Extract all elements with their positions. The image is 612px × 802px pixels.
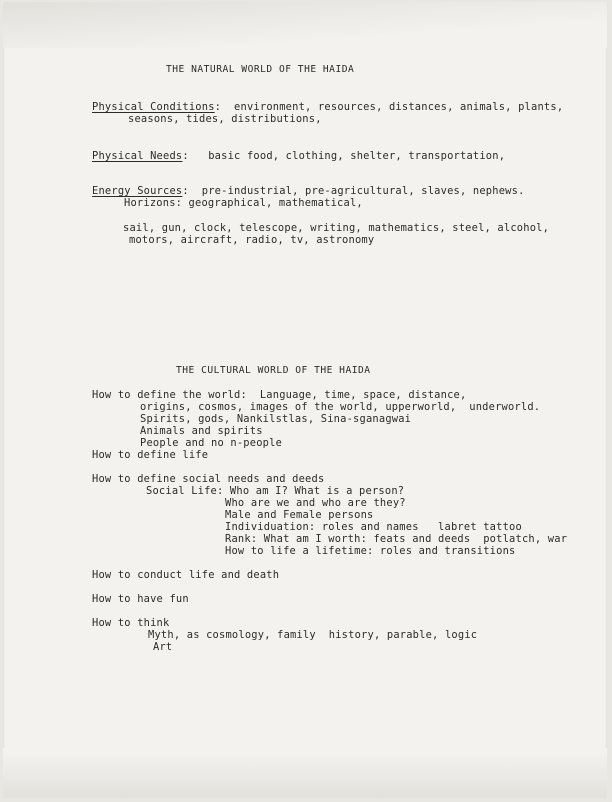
- paper-fold-top: [3, 2, 607, 48]
- paper-fold-bottom: [3, 748, 607, 798]
- myth-line: Myth, as cosmology, family history, parable, logic: [148, 629, 478, 641]
- define-world-line1: How to define the world: Language, time, space, distance,: [92, 389, 467, 401]
- physical-conditions-line: [92, 101, 563, 113]
- physical-needs-line: [92, 150, 505, 162]
- physical-conditions-label: Physical Conditions: [92, 101, 215, 113]
- cultural-world-title: THE CULTURAL WORLD OF THE HAIDA: [176, 365, 371, 376]
- male-female-line: Male and Female persons: [225, 509, 374, 521]
- social-needs-heading: How to define social needs and deeds: [92, 473, 325, 485]
- technologies-line1: sail, gun, clock, telescope, writing, mathematics, steel, alcohol,: [123, 222, 550, 234]
- energy-sources-text: : pre-industrial, pre-agricultural, slaves, nephews.: [182, 185, 525, 197]
- individuation-line: Individuation: roles and names labret tattoo: [225, 521, 522, 533]
- define-world-line4: Animals and spirits: [140, 425, 263, 437]
- who-are-we-line: Who are we and who are they?: [225, 497, 406, 509]
- typed-page: [3, 2, 607, 798]
- physical-conditions-text: : environment, resources, distances, animals, plants,: [214, 101, 564, 113]
- think-heading: How to think: [92, 617, 170, 629]
- lifetime-line: How to life a lifetime: roles and transitions: [225, 545, 516, 557]
- define-life-line: How to define life: [92, 449, 209, 461]
- conduct-line: How to conduct life and death: [92, 569, 280, 581]
- social-life-line: Social Life: Who am I? What is a person?: [146, 485, 405, 497]
- define-world-line2: origins, cosmos, images of the world, upperworld, underworld.: [140, 401, 541, 413]
- physical-needs-text: : basic food, clothing, shelter, transportation,: [182, 150, 506, 162]
- physical-needs-label: Physical Needs: [92, 150, 183, 162]
- horizons-line: Horizons: geographical, mathematical,: [124, 197, 363, 209]
- natural-world-title: THE NATURAL WORLD OF THE HAIDA: [166, 64, 355, 75]
- rank-line: Rank: What am I worth: feats and deeds potlatch, war: [225, 533, 568, 545]
- fun-line: How to have fun: [92, 593, 189, 605]
- energy-sources-line: [92, 185, 525, 197]
- art-line: Art: [153, 641, 173, 653]
- define-world-line3: Spirits, gods, Nankilstlas, Sina-sganagwai: [140, 413, 412, 425]
- physical-conditions-line2: seasons, tides, distributions,: [128, 113, 322, 125]
- technologies-line2: motors, aircraft, radio, tv, astronomy: [129, 234, 375, 246]
- define-world-line5: People and no n-people: [140, 437, 283, 449]
- energy-sources-label: Energy Sources: [92, 185, 183, 197]
